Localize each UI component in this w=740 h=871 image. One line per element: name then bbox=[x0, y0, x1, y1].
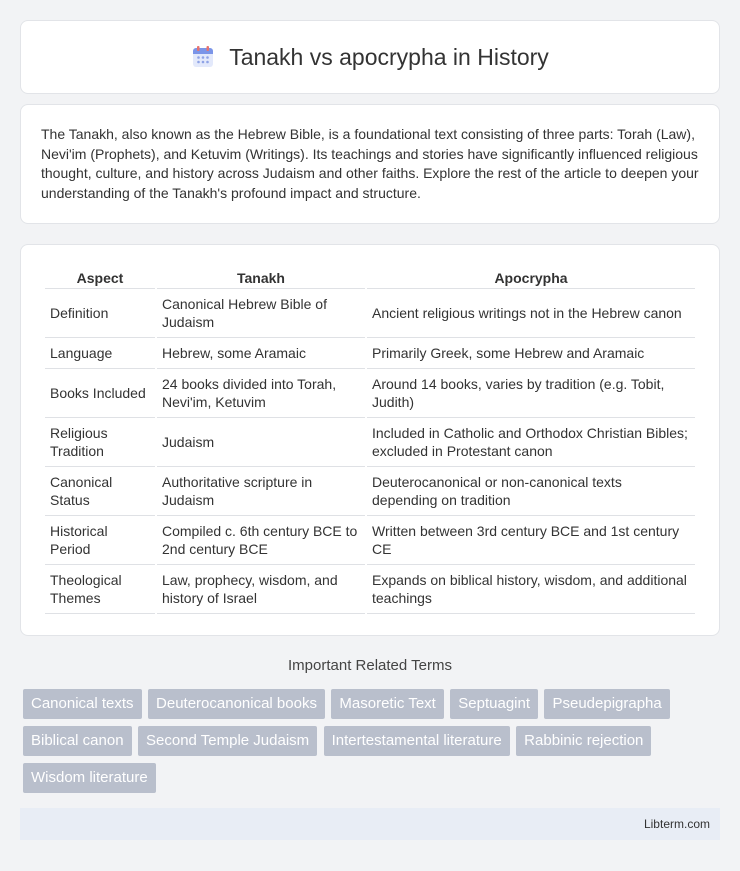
cell-aspect: Historical Period bbox=[45, 516, 155, 565]
tag-canonical-texts[interactable]: Canonical texts bbox=[23, 689, 142, 719]
table-row bbox=[45, 516, 695, 565]
page-title: Tanakh vs apocrypha in History bbox=[229, 43, 549, 70]
cell-aspect: Canonical Status bbox=[45, 467, 155, 516]
header-aspect: Aspect bbox=[45, 265, 155, 289]
header-apocrypha: Apocrypha bbox=[367, 265, 695, 289]
cell-aspect: Language bbox=[45, 338, 155, 369]
table-row bbox=[45, 565, 695, 614]
table-row bbox=[45, 338, 695, 369]
intro-text: The Tanakh, also known as the Hebrew Bible, is a foundational text consisting of three parts: Torah (Law), Nevi'im (Prophets), and Ketuvim (Writings). Its teachings and stories have significantly influenced religious thought, culture, and history across Judaism and other faiths. Explore the rest of the article to deepen your understanding of the Tanakh's profound impact and structure. bbox=[41, 126, 699, 201]
table-row bbox=[45, 369, 695, 418]
tag-intertestamental-literature[interactable]: Intertestamental literature bbox=[324, 726, 510, 756]
tag-biblical-canon[interactable]: Biblical canon bbox=[23, 726, 132, 756]
cell-apocrypha: Around 14 books, varies by tradition (e.g. Tobit, Judith) bbox=[367, 369, 695, 418]
table-row bbox=[45, 289, 695, 338]
cell-apocrypha: Ancient religious writings not in the Hebrew canon bbox=[367, 289, 695, 338]
footer-link[interactable]: Libterm.com bbox=[643, 817, 710, 831]
cell-aspect: Religious Tradition bbox=[45, 418, 155, 467]
cell-apocrypha: Primarily Greek, some Hebrew and Aramaic bbox=[367, 338, 695, 369]
cell-tanakh: Law, prophecy, wisdom, and history of Israel bbox=[157, 565, 365, 614]
cell-tanakh: Judaism bbox=[157, 418, 365, 467]
cell-apocrypha: Written between 3rd century BCE and 1st century CE bbox=[367, 516, 695, 565]
title-card bbox=[20, 20, 720, 94]
cell-aspect: Books Included bbox=[45, 369, 155, 418]
tag-septuagint[interactable]: Septuagint bbox=[450, 689, 538, 719]
table-header-row bbox=[45, 265, 695, 289]
cell-aspect: Definition bbox=[45, 289, 155, 338]
table-row bbox=[45, 467, 695, 516]
cell-tanakh: Hebrew, some Aramaic bbox=[157, 338, 365, 369]
tag-masoretic-text[interactable]: Masoretic Text bbox=[331, 689, 443, 719]
related-terms-list bbox=[23, 689, 723, 800]
cell-tanakh: 24 books divided into Torah, Nevi'im, Ketuvim bbox=[157, 369, 365, 418]
related-terms-title: Important Related Terms bbox=[288, 657, 452, 674]
intro-card bbox=[20, 104, 720, 224]
table-row bbox=[45, 418, 695, 467]
cell-apocrypha: Expands on biblical history, wisdom, and additional teachings bbox=[367, 565, 695, 614]
tag-wisdom-literature[interactable]: Wisdom literature bbox=[23, 763, 156, 793]
tag-pseudepigrapha[interactable]: Pseudepigrapha bbox=[544, 689, 669, 719]
cell-apocrypha: Included in Catholic and Orthodox Christian Bibles; excluded in Protestant canon bbox=[367, 418, 695, 467]
comparison-table bbox=[43, 265, 697, 614]
cell-tanakh: Compiled c. 6th century BCE to 2nd century BCE bbox=[157, 516, 365, 565]
footer bbox=[20, 808, 720, 840]
cell-tanakh: Authoritative scripture in Judaism bbox=[157, 467, 365, 516]
tag-deuterocanonical-books[interactable]: Deuterocanonical books bbox=[148, 689, 325, 719]
comparison-card bbox=[20, 244, 720, 636]
tag-rabbinic-rejection[interactable]: Rabbinic rejection bbox=[516, 726, 651, 756]
cell-apocrypha: Deuterocanonical or non-canonical texts depending on tradition bbox=[367, 467, 695, 516]
calendar-icon bbox=[191, 45, 215, 69]
header-tanakh: Tanakh bbox=[157, 265, 365, 289]
cell-tanakh: Canonical Hebrew Bible of Judaism bbox=[157, 289, 365, 338]
tag-second-temple-judaism[interactable]: Second Temple Judaism bbox=[138, 726, 317, 756]
cell-aspect: Theological Themes bbox=[45, 565, 155, 614]
